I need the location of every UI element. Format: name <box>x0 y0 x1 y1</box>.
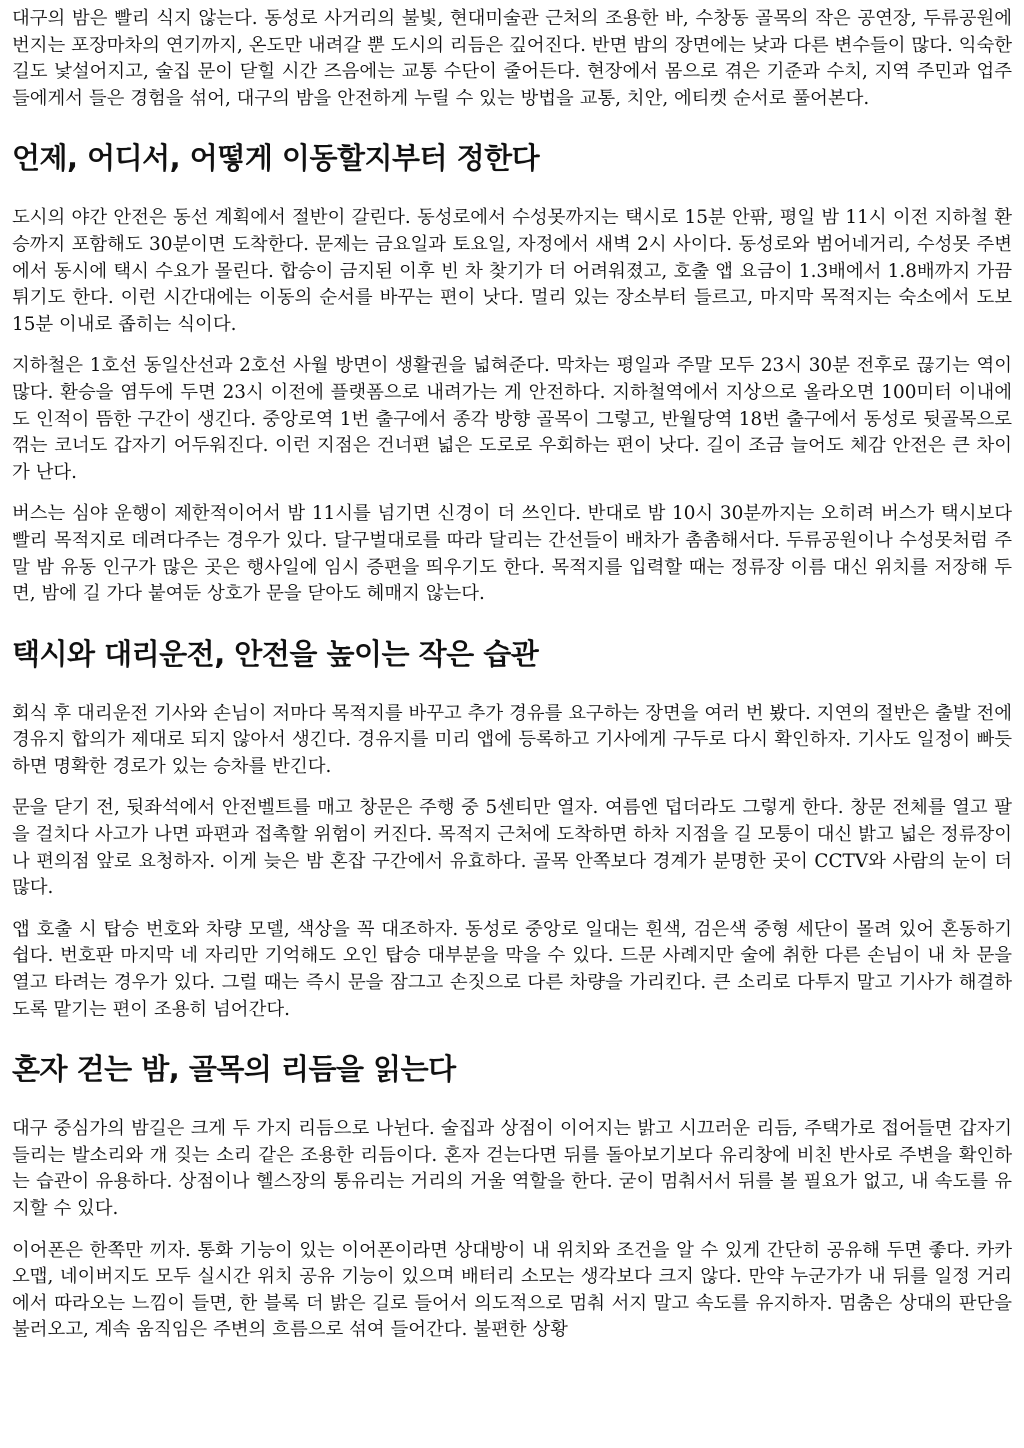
body-paragraph: 이어폰은 한쪽만 끼자. 통화 기능이 있는 이어폰이라면 상대방이 내 위치와 조건을 알 수 있게 간단히 공유해 두면 좋다. 카카오맵, 네이버지도 모두 실시간 위치 공유 기능이 있으며 배터리 소모는 생각보다 크지 않다. 만약 누군가가 내 뒤를 일정 거리에서 따라오는 느낌이 들면, 한 블록 더 밝은 길로 들어서 의도적으로 멈춰 서지 말고 속도를 유지하자. 멈춤은 상대의 판단을 불러오고, 계속 움직임은 주변의 흐름으로 섞여 들어간다. 불편한 상황 <box>12 1239 1012 1341</box>
intro-paragraph: 대구의 밤은 빨리 식지 않는다. 동성로 사거리의 불빛, 현대미술관 근처의 조용한 바, 수창동 골목의 작은 공연장, 두류공원에 번지는 포장마차의 연기까지, 온도만 내려갈 뿐 도시의 리듬은 깊어진다. 반면 밤의 장면에는 낮과 다른 변수들이 많다. 익숙한 길도 낯설어지고, 술집 문이 닫힐 시간 즈음에는 교통 수단이 줄어든다. 현장에서 몸으로 겪은 기준과 수치, 지역 주민과 업주들에게서 들은 경험을 섞어, 대구의 밤을 안전하게 누릴 수 있는 방법을 교통, 치안, 에티켓 순서로 풀어본다. <box>12 8 1012 109</box>
section-heading: 혼자 걷는 밤, 골목의 리듬을 읽는다 <box>12 1052 456 1087</box>
body-paragraph: 앱 호출 시 탑승 번호와 차량 모델, 색상을 꼭 대조하자. 동성로 중앙로 일대는 흰색, 검은색 중형 세단이 몰려 있어 혼동하기 쉽다. 번호판 마지막 네 자리만 기억해도 오인 탑승 대부분을 막을 수 있다. 드문 사례지만 술에 취한 다른 손님이 내 차 문을 열고 타려는 경우가 있다. 그럴 때는 즉시 문을 잠그고 손짓으로 다른 차량을 가리킨다. 큰 소리로 다투지 말고 기사가 해결하도록 맡기는 편이 조용히 넘어간다. <box>12 918 1012 1020</box>
body-paragraph: 문을 닫기 전, 뒷좌석에서 안전벨트를 매고 창문은 주행 중 5센티만 열자. 여름엔 덥더라도 그렇게 한다. 창문 전체를 열고 팔을 걸치다 사고가 나면 파편과 접촉할 위험이 커진다. 목적지 근처에 도착하면 하차 지점을 길 모퉁이 대신 밝고 넓은 정류장이나 편의점 앞로 요청하자. 이게 늦은 밤 혼잡 구간에서 유효하다. 골목 안쪽보다 경계가 분명한 곳이 CCTV와 사람의 눈이 더 많다. <box>12 797 1012 899</box>
section-transport-planning <box>12 139 1012 607</box>
section-walking-alone <box>12 1050 1012 1344</box>
body-paragraph: 대구 중심가의 밤길은 크게 두 가지 리듬으로 나뉜다. 술집과 상점이 이어지는 밝고 시끄러운 리듬, 주택가로 접어들면 갑자기 들리는 발소리와 개 짖는 소리 같은 조용한 리듬이다. 혼자 걷는다면 뒤를 돌아보기보다 유리창에 비친 반사로 주변을 확인하는 습관이 유용하다. 상점이나 헬스장의 통유리는 거리의 거울 역할을 한다. 굳이 멈춰서서 뒤를 볼 필요가 없고, 내 속도를 유지할 수 있다. <box>12 1118 1012 1219</box>
body-paragraph: 버스는 심야 운행이 제한적이어서 밤 11시를 넘기면 신경이 더 쓰인다. 반대로 밤 10시 30분까지는 오히려 버스가 택시보다 빨리 목적지로 데려다주는 경우가 있다. 달구벌대로를 따라 달리는 간선들이 배차가 촘촘해서다. 두류공원이나 수성못처럼 주말 밤 유동 인구가 많은 곳은 행사일에 임시 증편을 띄우기도 한다. 목적지를 입력할 때는 정류장 이름 대신 위치를 저장해 두면, 밤에 길 가다 붙여둔 상호가 문을 닫아도 헤매지 않는다. <box>12 503 1012 605</box>
body-paragraph: 지하철은 1호선 동일산선과 2호선 사월 방면이 생활권을 넓혀준다. 막차는 평일과 주말 모두 23시 30분 전후로 끊기는 역이 많다. 환승을 염두에 두면 23시 이전에 플랫폼으로 내려가는 게 안전하다. 지하철역에서 지상으로 올라오면 100미터 이내에도 인적이 뜸한 구간이 생긴다. 중앙로역 1번 출구에서 종각 방향 골목이 그렇고, 반월당역 18번 출구에서 동성로 뒷골목으로 꺾는 코너도 갑자기 어두워진다. 이런 지점은 건너편 넓은 도로로 우회하는 편이 낫다. 길이 조금 늘어도 체감 안전은 큰 차이가 난다. <box>12 355 1012 483</box>
body-paragraph: 도시의 야간 안전은 동선 계획에서 절반이 갈린다. 동성로에서 수성못까지는 택시로 15분 안팎, 평일 밤 11시 이전 지하철 환승까지 포함해도 30분이면 도착한다. 문제는 금요일과 토요일, 자정에서 새벽 2시 사이다. 동성로와 범어네거리, 수성못 주변에서 동시에 택시 수요가 몰린다. 합승이 금지된 이후 빈 차 찾기가 더 어려워졌고, 호출 앱 요금이 1.3배에서 1.8배까지 가끔 튀기도 한다. 이런 시간대에는 이동의 순서를 바꾸는 편이 낫다. 멀리 있는 장소부터 들르고, 마지막 목적지는 숙소에서 도보 15분 이내로 좁히는 식이다. <box>12 207 1012 335</box>
section-heading: 언제, 어디서, 어떻게 이동할지부터 정한다 <box>12 141 540 176</box>
section-taxi-habits <box>12 635 1012 1024</box>
section-heading: 택시와 대리운전, 안전을 높이는 작은 습관 <box>12 636 539 671</box>
body-paragraph: 회식 후 대리운전 기사와 손님이 저마다 목적지를 바꾸고 추가 경유를 요구하는 장면을 여러 번 봤다. 지연의 절반은 출발 전에 경유지 합의가 제대로 되지 않아서 생긴다. 경유지를 미리 앱에 등록하고 기사에게 구두로 다시 확인하자. 기사도 일정이 빠듯하면 명확한 경로가 있는 승차를 반긴다. <box>12 702 1012 777</box>
